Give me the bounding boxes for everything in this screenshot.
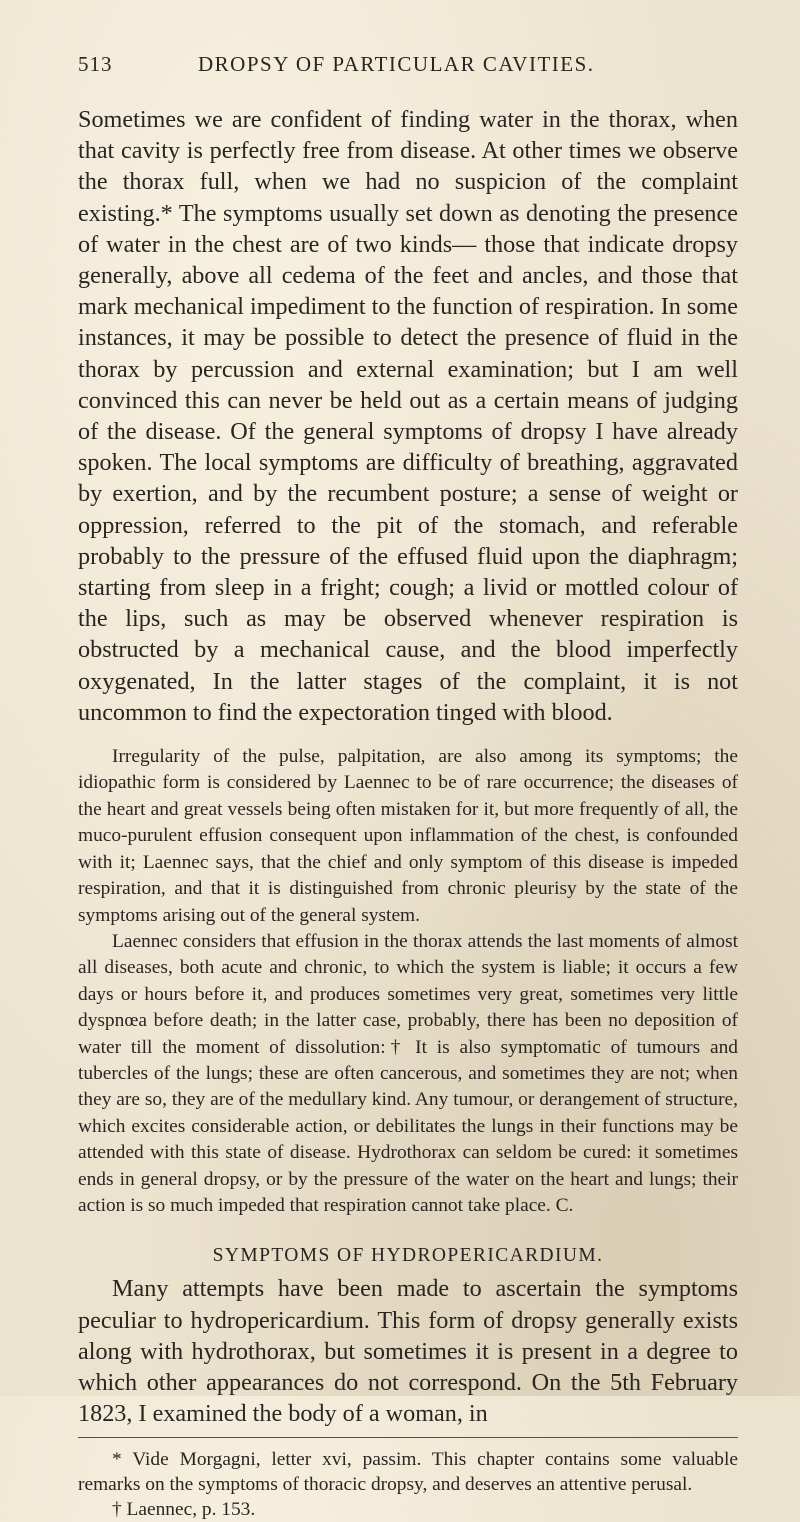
- note-paragraph-irregularity: Irregularity of the pulse, palpitation, are also among its symptoms; the idiopathic form is considered by Laennec to be of rare occurrence; the diseases of the heart and great vessels being often mistaken for it, but more frequently of all, the muco-purulent effusion consequent upon inflammation of the chest, is confounded with it; Laennec says, that the chief and only symptom of this disease is impeded respiration, and that it is distinguished from chronic pleurisy by the state of the symptoms arising out of the general system.: [78, 746, 738, 926]
- footnotes: [78, 1448, 738, 1522]
- paragraph-hydropericardium: Many attempts have been made to ascertain the symptoms peculiar to hydropericardium. This form of dropsy generally exists along with hydrothorax, but sometimes it is present in a degree to which other appearances do not correspond. On the 5th February 1823, I examined the body of a woman, in: [78, 1275, 738, 1428]
- book-page: [78, 52, 738, 1522]
- section-heading: SYMPTOMS OF HYDROPERICARDIUM.: [212, 1245, 604, 1267]
- footnote-laennec: † Laennec, p. 153.: [112, 1498, 256, 1520]
- note-paragraph-laennec: Laennec considers that effusion in the thorax attends the last moments of almost all diseases, both acute and chronic, to which the system is liable; it occurs a few days or hours before it, and produces sometimes very great, sometimes very little dyspnœa before death; in the latter case, probably, there has been no deposition of water till the moment of dissolution:† It is also symptomatic of tumours and tubercles of the lungs; these are often cancerous, and sometimes they are not; when they are so, they are of the medullary kind. Any tumour, or derangement of structure, which excites considerable action, or debilitates the lungs in their functions may be attended with this state of disease. Hydrothorax can seldom be cured: it sometimes ends in general dropsy, or by the pressure of the water on the heart and lungs; their action is so much impeded that respiration cannot take place. C.: [78, 930, 738, 1216]
- page-number: 513: [78, 52, 113, 76]
- paragraph-dropsy-chest: Sometimes we are confident of finding water in the thorax, when that cavity is perfectly free from disease. At other times we observe the thorax full, when we had no suspicion of the complaint existing.* The symptoms usually set down as denoting the presence of water in the chest are of two kinds— those that indicate dropsy generally, above all cedema of the feet and ancles, and those that mark mechanical impediment to the function of respiration. In some instances, it may be possible to detect the presence of fluid in the thorax by percussion and external examination; but I am well convinced this can never be held out as a certain means of judging of the disease. Of the general symptoms of dropsy I have already spoken. The local symptoms are difficulty of breathing, aggravated by exertion, and by the recumbent posture; a sense of weight or oppression, referred to the pit of the stomach, and referable probably to the pressure of the effused fluid upon the diaphragm; starting from sleep in a fright; cough; a livid or mottled colour of the lips, such as may be observed whenever respiration is obstructed by a mechanical cause, and the blood imperfectly oxygenated, In the latter stages of the complaint, it is not uncommon to find the expectoration tinged with blood.: [78, 106, 738, 726]
- main-text: [78, 104, 738, 728]
- footnote-divider: [78, 1437, 738, 1438]
- running-title: DROPSY OF PARTICULAR CAVITIES.: [198, 52, 595, 76]
- editor-notes: [78, 744, 738, 1219]
- footnote-morgagni: * Vide Morgagni, letter xvi, passim. This chapter contains some valuable remarks on the symptoms of thoracic dropsy, and deserves an attentive perusal.: [78, 1449, 738, 1495]
- main-text-continued: [78, 1273, 738, 1429]
- page-header: [78, 52, 738, 86]
